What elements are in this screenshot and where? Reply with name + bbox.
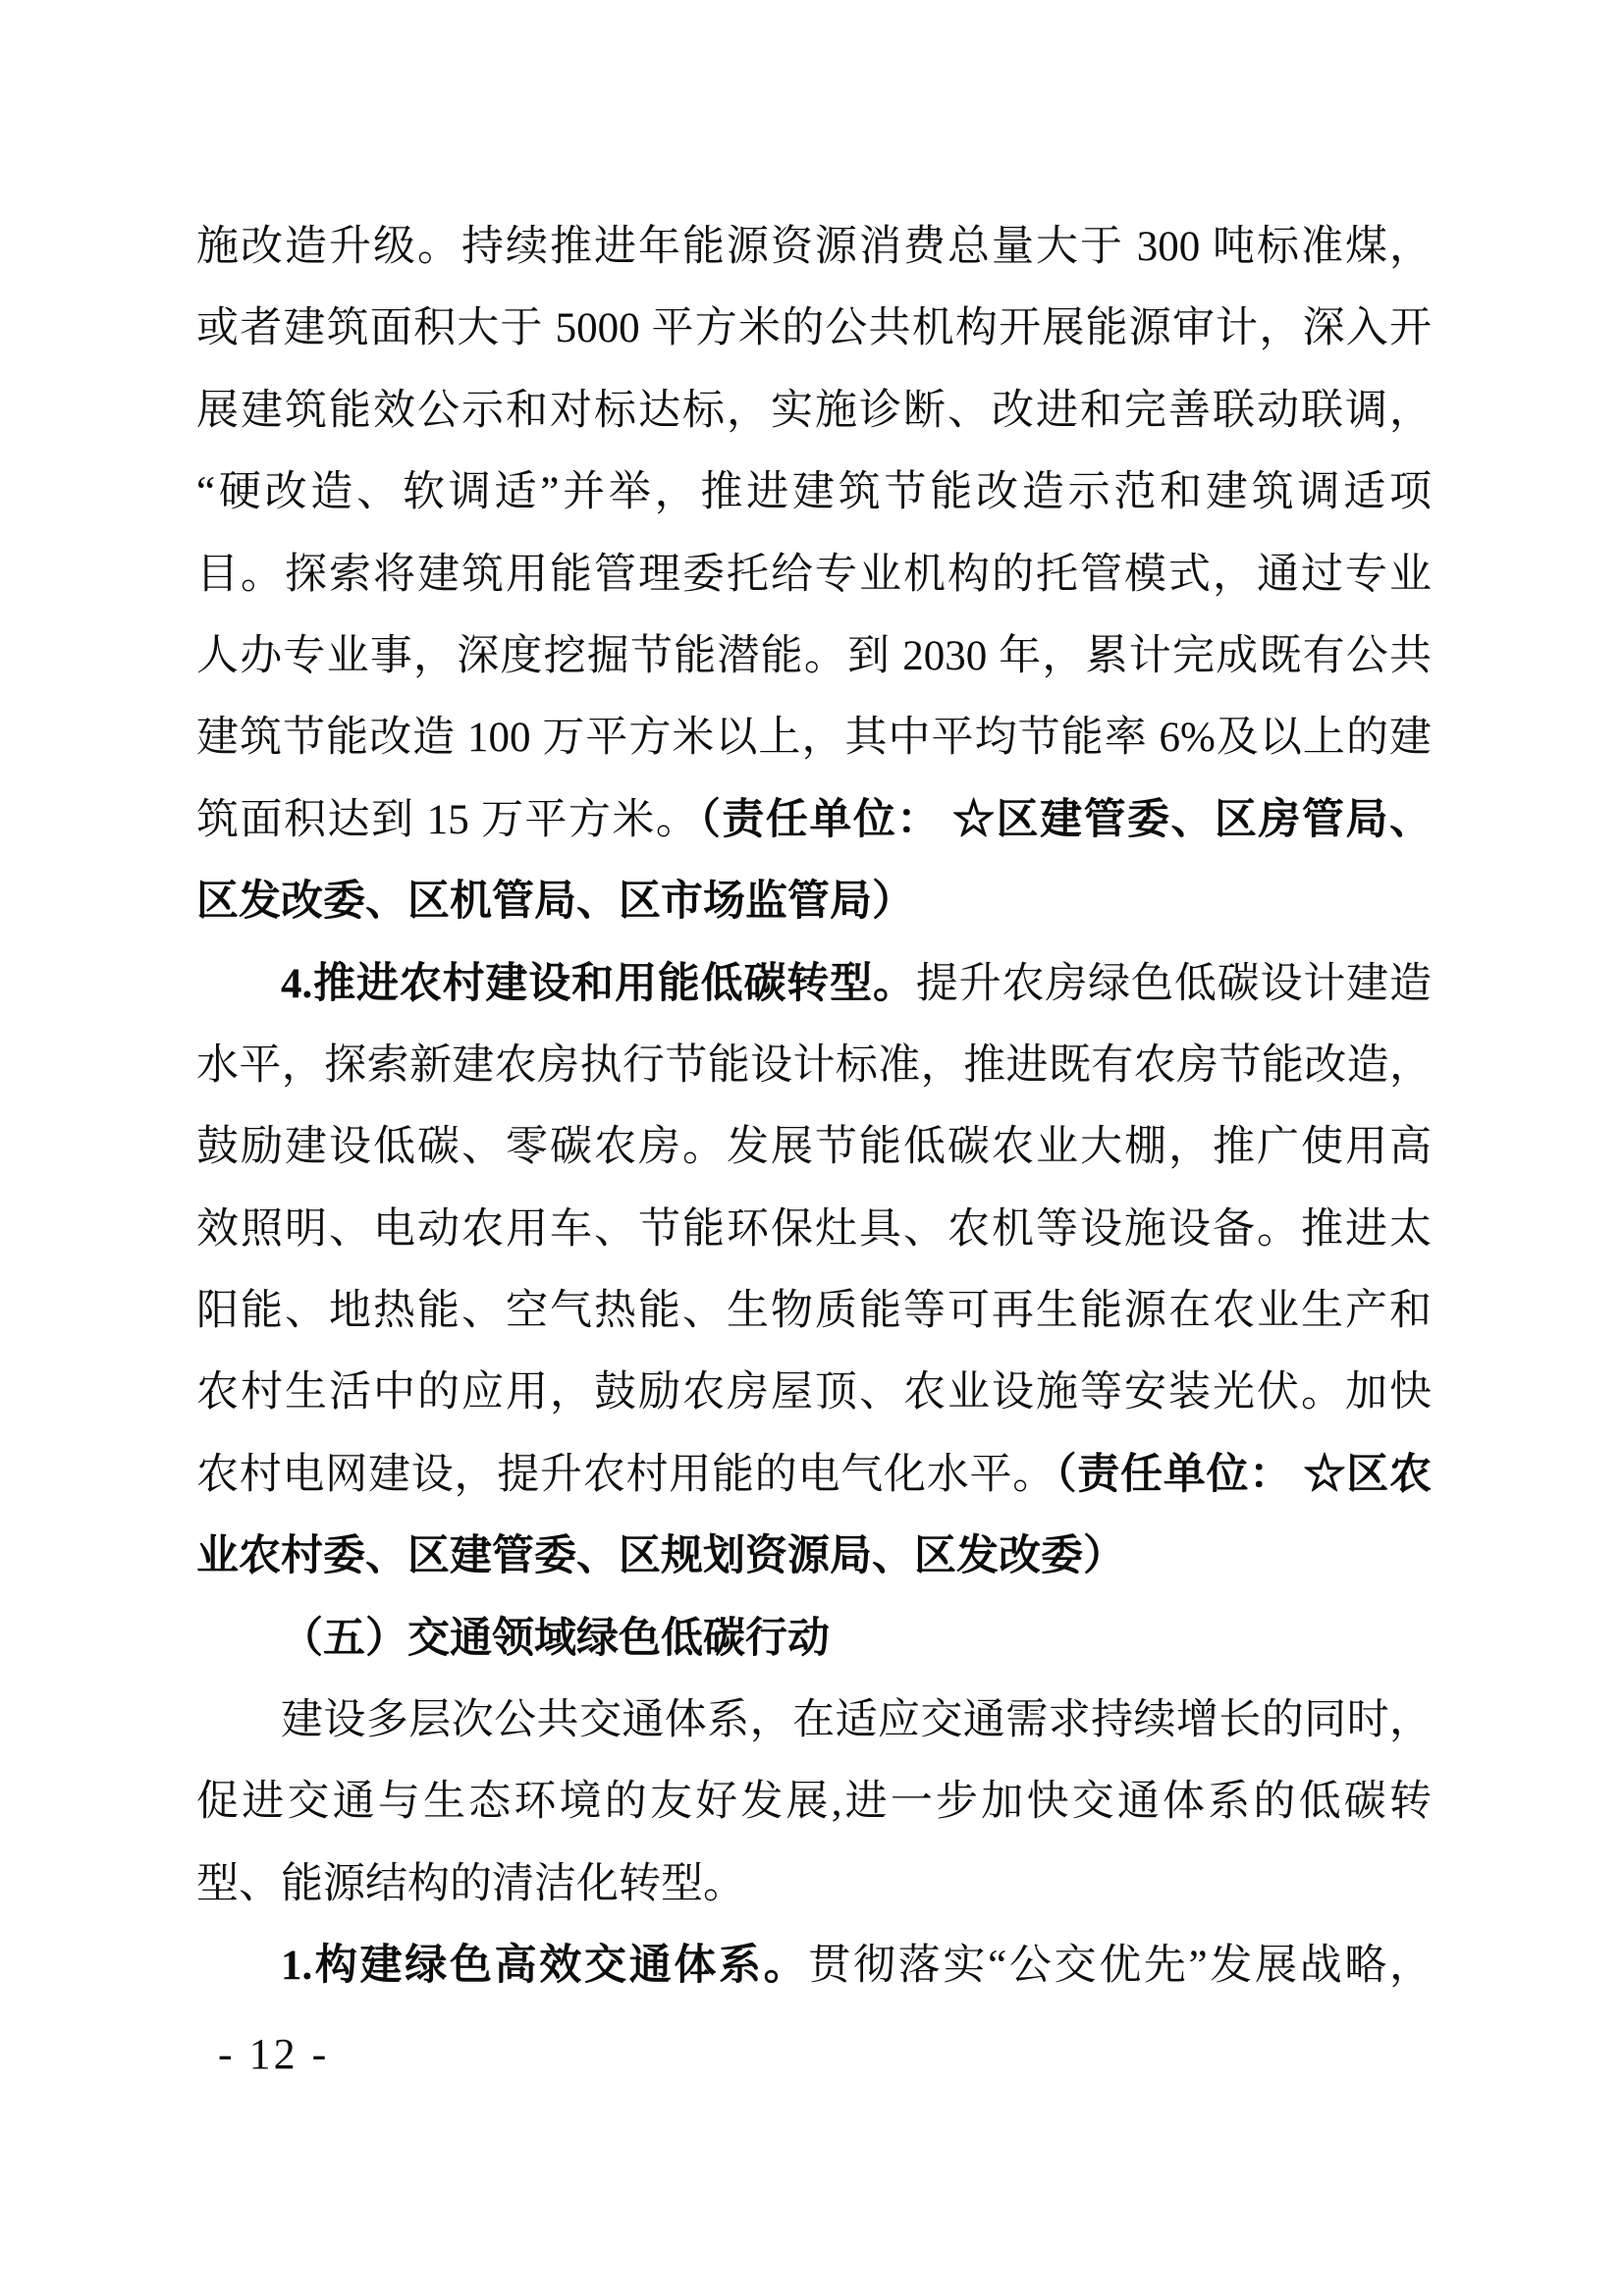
text-line xyxy=(196,1352,1432,1433)
text-line xyxy=(196,206,1432,288)
text-line xyxy=(196,1680,1432,1761)
text-segment: 提升农房绿色低碳设计建造 xyxy=(915,960,1432,1007)
text-segment-emphasis: 区发改委、区机管局、区市场监管局） xyxy=(196,879,914,926)
text-line xyxy=(196,615,1432,697)
text-segment: 鼓励建设低碳、零碳农房。发展节能低碳农业大棚，推广使用高 xyxy=(196,1124,1432,1171)
text-segment: 或者建筑面积大于 5000 平方米的公共机构开展能源审计，深入开 xyxy=(196,305,1432,352)
text-segment: 促进交通与生态环境的友好发展,进一步加快交通体系的低碳转 xyxy=(196,1779,1432,1826)
document-body xyxy=(196,206,1432,2007)
text-segment-emphasis: 1.构建绿色高效交通体系。 xyxy=(281,1943,809,1990)
text-segment-emphasis: （责任单位： ☆区建管委、区房管局、 xyxy=(699,796,1432,843)
text-line xyxy=(196,1025,1432,1106)
text-line xyxy=(196,1106,1432,1188)
text-line xyxy=(196,697,1432,778)
text-line xyxy=(196,288,1432,369)
text-segment: 水平，探索新建农房执行节能设计标准，推进既有农房节能改造， xyxy=(196,1041,1432,1089)
text-line xyxy=(196,1434,1432,1516)
text-line xyxy=(196,370,1432,452)
text-line xyxy=(196,1516,1432,1597)
text-segment-emphasis: 4.推进农村建设和用能低碳转型。 xyxy=(281,960,916,1007)
text-line xyxy=(196,943,1432,1025)
text-line xyxy=(196,1189,1432,1270)
text-line xyxy=(196,861,1432,942)
text-line xyxy=(196,534,1432,615)
text-segment: 型、能源结构的清洁化转型。 xyxy=(196,1860,745,1907)
text-line xyxy=(196,1598,1432,1680)
text-line xyxy=(196,1925,1432,2006)
text-segment: 效照明、电动农用车、节能环保灶具、农机等设施设备。推进太 xyxy=(196,1205,1432,1253)
text-segment: 农村生活中的应用，鼓励农房屋顶、农业设施等安装光伏。加快 xyxy=(196,1369,1432,1416)
text-line xyxy=(196,452,1432,533)
text-segment-emphasis: （五）交通领域绿色低碳行动 xyxy=(281,1615,830,1662)
text-segment: 筑面积达到 15 万平方米。 xyxy=(196,796,700,843)
text-segment: 建设多层次公共交通体系，在适应交通需求持续增长的同时， xyxy=(281,1697,1432,1744)
text-segment: 施改造升级。持续推进年能源资源消费总量大于 300 吨标准煤， xyxy=(196,224,1432,270)
text-segment: 人办专业事，深度挖掘节能潜能。到 2030 年，累计完成既有公共 xyxy=(196,632,1432,679)
text-segment: 贯彻落实“公交优先”发展战略， xyxy=(808,1943,1432,1990)
text-segment-emphasis: （责任单位： ☆区农 xyxy=(1056,1451,1432,1498)
text-segment: 农村电网建设，提升农村用能的电气化水平。 xyxy=(196,1451,1056,1498)
text-segment: 阳能、地热能、空气热能、生物质能等可再生能源在农业生产和 xyxy=(196,1288,1432,1335)
text-line xyxy=(196,1270,1432,1352)
text-line xyxy=(196,1761,1432,1842)
text-line xyxy=(196,1843,1432,1925)
text-segment: “硬改造、软调适”并举，推进建筑节能改造示范和建筑调适项 xyxy=(196,469,1432,516)
text-line xyxy=(196,779,1432,861)
text-segment: 建筑节能改造 100 万平方米以上，其中平均节能率 6%及以上的建 xyxy=(196,715,1432,762)
text-segment-emphasis: 业农村委、区建管委、区规划资源局、区发改委） xyxy=(196,1533,1125,1580)
page-number: - 12 - xyxy=(218,2030,330,2078)
text-segment: 目。探索将建筑用能管理委托给专业机构的托管模式，通过专业 xyxy=(196,551,1432,598)
text-segment: 展建筑能效公示和对标达标，实施诊断、改进和完善联动联调， xyxy=(196,387,1432,434)
